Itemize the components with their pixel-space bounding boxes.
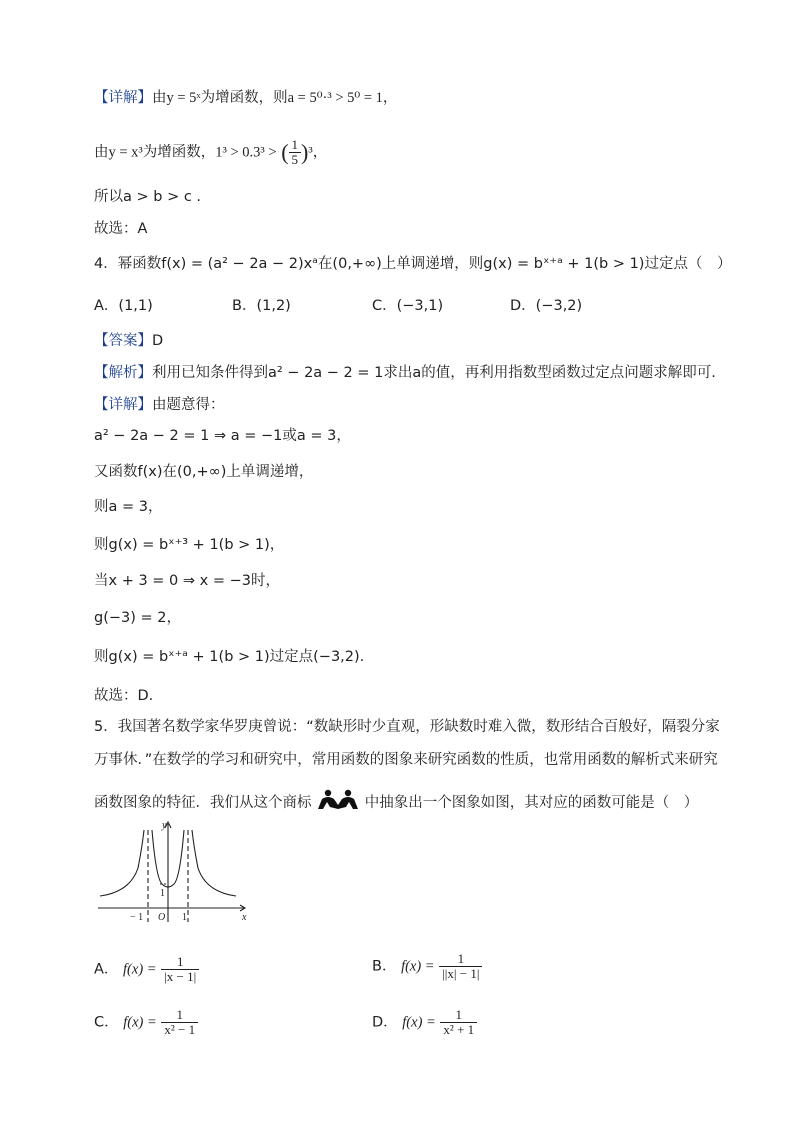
frac-num: 1 [176, 954, 184, 969]
q5-option-c [94, 1008, 198, 1037]
one-y-label: 1 [160, 888, 165, 899]
option-fx: f(x) = [123, 961, 157, 978]
option-label: A． [94, 961, 119, 978]
frac-den: |x − 1| [161, 969, 199, 984]
question-5-line-3 [94, 789, 698, 817]
q4-option-c: C．(−3,1) [372, 298, 444, 314]
q5-option-b [372, 952, 482, 981]
option-fx: f(x) = [401, 958, 435, 975]
q4-option-a: A．(1,1) [94, 298, 153, 314]
q4-option-b: B．(1,2) [232, 298, 291, 314]
option-fraction [161, 955, 199, 984]
detail-tag: 【详解】 [94, 90, 152, 106]
paren-open: ( [281, 139, 289, 165]
detail-line-2 [94, 138, 327, 167]
curve-right-outer [192, 830, 236, 896]
inequality-post: ³， [308, 144, 328, 161]
step-6: g(−3) = 2， [94, 610, 181, 626]
x-label: x [242, 912, 247, 923]
answer-value: D [152, 333, 164, 349]
question-5-line-1: 5．我国著名数学家华罗庚曾说：“数缺形时少直观，形缺数时难入微，数形结合百般好，隔裂分家 [94, 719, 720, 735]
one-x-label: 1 [182, 912, 187, 923]
neg-one-label: − 1 [130, 912, 144, 923]
analysis-text: 利用已知条件得到a² − 2a − 2 = 1求出a的值，再利用指数型函数过定点问题求解即可. [152, 365, 716, 381]
analysis-tag: 【解析】 [94, 365, 152, 381]
conclusion-line: 所以a > b > c . [94, 189, 202, 205]
analysis-line [94, 363, 716, 383]
option-label: B． [372, 958, 397, 975]
q4-option-d: D．(−3,2) [510, 298, 583, 314]
question-5-text-b: 中抽象出一个图象如图，其对应的函数可能是（ ） [364, 795, 699, 811]
question-4: 4．幂函数f(x) = (a² − 2a − 2)xᵃ在(0,+∞)上单调递增，则g(x) = bˣ⁺ᵃ + 1(b > 1)过定点（ ） [94, 256, 732, 272]
detail-line-q4 [94, 395, 225, 415]
origin-label: O [158, 912, 166, 923]
option-fraction [439, 952, 482, 981]
answer-line [94, 331, 163, 351]
option-label: C． [94, 1014, 119, 1031]
inequality-text: 由y = x³为增函数，1³ > 0.3³ > [94, 144, 277, 161]
step-4: 则g(x) = bˣ⁺³ + 1(b > 1)， [94, 537, 285, 553]
paren-close: ) [301, 139, 309, 165]
curve-left-outer [100, 830, 144, 896]
one-fifth-fraction [289, 138, 302, 167]
option-fx: f(x) = [402, 1014, 436, 1031]
question-5-line-2: 万事休．”在数学的学习和研究中，常用函数的图象来研究函数的性质，也常用函数的解析式来研究 [94, 752, 718, 768]
kappa-logo-icon [316, 789, 360, 817]
frac-num: 1 [457, 951, 465, 966]
frac-num: 1 [291, 137, 299, 152]
detail-line-1 [94, 88, 397, 108]
step-3: 则a = 3， [94, 499, 163, 515]
frac-den: ||x| − 1| [439, 966, 482, 981]
choice-a-line: 故选：A [94, 221, 148, 237]
frac-num: 1 [455, 1007, 463, 1022]
detail-text-q4: 由题意得： [152, 397, 225, 413]
q5-option-d [372, 1008, 477, 1037]
option-label: D． [372, 1014, 398, 1031]
step-7: 则g(x) = bˣ⁺ᵃ + 1(b > 1)过定点(−3,2). [94, 649, 365, 665]
detail-text: 由y = 5ˣ为增函数，则a = 5⁰·³ > 5⁰ = 1， [152, 90, 398, 106]
option-fraction [161, 1008, 198, 1037]
option-fraction [440, 1008, 477, 1037]
step-2: 又函数f(x)在(0,+∞)上单调递增， [94, 464, 314, 480]
q5-option-a [94, 955, 199, 984]
step-1: a² − 2a − 2 = 1 ⇒ a = −1或a = 3， [94, 428, 351, 444]
option-fx: f(x) = [123, 1014, 157, 1031]
frac-den: x² + 1 [440, 1022, 477, 1037]
answer-tag: 【答案】 [94, 333, 152, 349]
step-5: 当x + 3 = 0 ⇒ x = −3时， [94, 573, 280, 589]
frac-den: x² − 1 [161, 1022, 198, 1037]
step-8: 故选：D. [94, 688, 154, 704]
detail-tag-q4: 【详解】 [94, 397, 152, 413]
y-label: y [162, 820, 167, 831]
frac-num: 1 [176, 1007, 183, 1022]
question-5-text-a: 函数图象的特征．我们从这个商标 [94, 795, 312, 811]
function-graph [96, 818, 256, 932]
frac-den: 5 [289, 152, 302, 167]
